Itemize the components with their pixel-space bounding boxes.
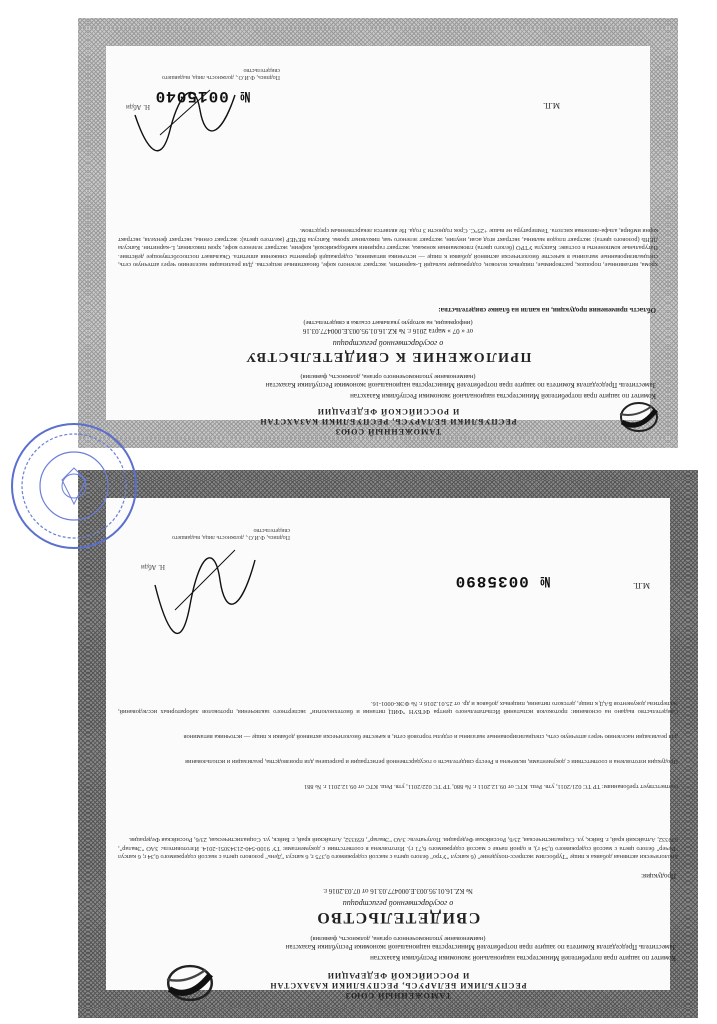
header-line-3: И РОССИЙСКОЙ ФЕДЕРАЦИИ bbox=[326, 971, 470, 980]
certificate-signature-icon bbox=[150, 540, 260, 630]
appendix-body-text: хрома, витаминные, порошок, растворимые, пищевых волокон, содержащие кальций L-карнитин, экстракт зеленого кофе, биоактивные вещества. Для реализации населению через аптечную сеть, специализированные магазины в качестве биологически активной добавки к пище — источника витаминов, содержащей ферменты снижения аппетита. Оказывает поспособствующее действие. Натуральные компоненты в составе: Капсула УТРО (белого цвета) глюкоманнан конжака, экстракт гарцинии камбоджийской, кофеин, экстракт зеленого кофе, хром пиколинат, L-карнитин. Капсула ДЕНЬ (розового цвета): экстракт плодов малины, экстракт ягод асаи, инулин, экстракт зеленого чая, пиколинат хрома. Капсула ВЕЧЕР (желтого цвета): экстракт сенны, экстракт фенхеля, экстракт корня имбиря, альфа-липоевая кислота. Температура не выше +25°С. Срок годности 3 года. Не является лекарственным средством. bbox=[118, 227, 658, 268]
appendix-header bbox=[106, 406, 670, 436]
protocols-text: Свидетельство выдано на основании: протоколов испытаний Испытательного центра ФГБУН "ФИЦ питания и биотехнологии" экспертного заключения, протоколов лабораторных исследований, экспертизы документов БАД к пище, детского питания, пищевых добавок и др. от 25.01.2016 г. № ФЭК-0001-16. bbox=[118, 699, 678, 715]
certificate-title: СВИДЕТЕЛЬСТВО bbox=[315, 909, 481, 926]
appendix-signature-icon bbox=[130, 80, 240, 150]
certificate-inner bbox=[106, 498, 678, 1000]
certificate-document bbox=[78, 470, 698, 1018]
certificate-signer-name: Н. Абди bbox=[141, 563, 165, 571]
header-line-1: ТАМОЖЕННЫЙ СОЮЗ bbox=[344, 991, 452, 1000]
product-label: Продукция: bbox=[641, 872, 676, 880]
compliance-text: соответствует требованиям: ТР ТС 021/2011, утв. Реш. КТС от 09.12.2011 г. № 880, ТР ТС 022/2011, утв. Реш. КТС от 09.12.2011 г. № 881 bbox=[303, 783, 678, 790]
header-line-2: РЕСПУБЛИКИ БЕЛАРУСЬ, РЕСПУБЛИКИ КАЗАХСТАН bbox=[259, 417, 517, 426]
appendix-document bbox=[78, 18, 678, 448]
header-line-3: И РОССИЙСКОЙ ФЕДЕРАЦИИ bbox=[316, 407, 460, 416]
official-seal-icon bbox=[8, 420, 140, 552]
header-line-1: ТАМОЖЕННЫЙ СОЮЗ bbox=[334, 427, 442, 436]
certificate-subtitle: о государственной регистрации bbox=[342, 899, 454, 908]
committee-line: Комитет по защите прав потребителей Министерства национальной экономики Республики Казахстан bbox=[370, 954, 676, 962]
registry-text: Продукция изготовлена в соответствии с документами, включена в Реестр свидетельств о государственной регистрации и разрешена для производства, реализации и использования bbox=[185, 758, 678, 765]
customs-union-logo-icon bbox=[616, 398, 662, 436]
header-line-2: РЕСПУБЛИКИ БЕЛАРУСЬ, РЕСПУБЛИКИ КАЗАХСТАН bbox=[269, 981, 527, 990]
scope-heading: Область применения продукции, на капли на бланке свидетельства: bbox=[438, 306, 656, 314]
authority-note: (наименование уполномоченного органа, должность, фамилия) bbox=[310, 935, 486, 942]
customs-union-logo-icon bbox=[160, 960, 220, 1006]
usage-text: для реализации населению через аптечную сеть, специализированные магазины и отделы торговой сети, в качестве биологически активной добавки к пище — источника витаминов bbox=[183, 733, 678, 740]
certificate-stamp-place: М.П. bbox=[633, 581, 650, 590]
authority-note: (наименование уполномоченного органа, должность, фамилия) bbox=[300, 373, 476, 380]
appendix-stamp-place: М.П. bbox=[543, 101, 560, 110]
appendix-signer-name: Н. Абди bbox=[126, 103, 150, 111]
appendix-subtitle: о государственной регистрации bbox=[332, 339, 444, 348]
certificate-number-line: № KZ.16.01.95.003.E.000477.03.16 от 07.03.2016 г. bbox=[323, 887, 473, 895]
appendix-title: ПРИЛОЖЕНИЕ К СВИДЕТЕЛЬСТВУ bbox=[244, 349, 532, 364]
certificate-serial-number: № 0035890 bbox=[454, 572, 550, 590]
certificate-signature-caption: Подпись, Ф.И.О., должность лица, выдавшего свидетельство bbox=[171, 527, 290, 540]
appendix-serial-number: № 0015040 bbox=[154, 87, 250, 105]
appendix-date-line: от « 07 » марта 2016 г. № KZ.16.01.95.003.E.000477.03.16 bbox=[302, 327, 474, 335]
committee-line: Комитет по защите прав потребителей Министерства национальной экономики Республики Казахстан bbox=[350, 392, 656, 400]
deputy-line: Заместитель Председателя Комитета по защите прав потребителей Министерства национальной экономики Республики Казахстан bbox=[265, 381, 656, 389]
certificate-rotated-content bbox=[106, 498, 690, 1010]
appendix-date-note: (информация, на которую указывает ссылка в свидетельстве) bbox=[303, 319, 473, 326]
product-description: Биологически активная добавка к пище "Турбослим экспресс-похудение" (6 капсул "Утро" белого цвета с массой содержимого 0,375 г, 6 капсул "День" розового цвета с массой содержимого 0,34 г, 6 капсул "Вечер" белого цвета с массой содержимого 0,34 г), в одной пачке с массой содержимого 6,71 г). Изготовлена в соответствии с документами: ТУ 9100-540-21343051-2014. Изготовитель: ЗАО "Эвалар", 659332, Алтайский край, г. Бийск, ул. Социалистическая, 23/6, Российская Федерация. Получатель: ЗАО "Эвалар", 659332, Алтайский край, г. Бийск, ул. Социалистическая, 23/6, Российская Федерация. bbox=[118, 836, 678, 860]
appendix-inner bbox=[106, 46, 658, 436]
deputy-line: Заместитель Председателя Комитета по защите прав потребителей Министерства национальной экономики Республики Казахстан bbox=[285, 943, 676, 951]
appendix-signature-caption: Подпись, Ф.И.О., должность лица, выдавшего свидетельство bbox=[161, 67, 280, 80]
appendix-rotated-content bbox=[106, 46, 670, 440]
